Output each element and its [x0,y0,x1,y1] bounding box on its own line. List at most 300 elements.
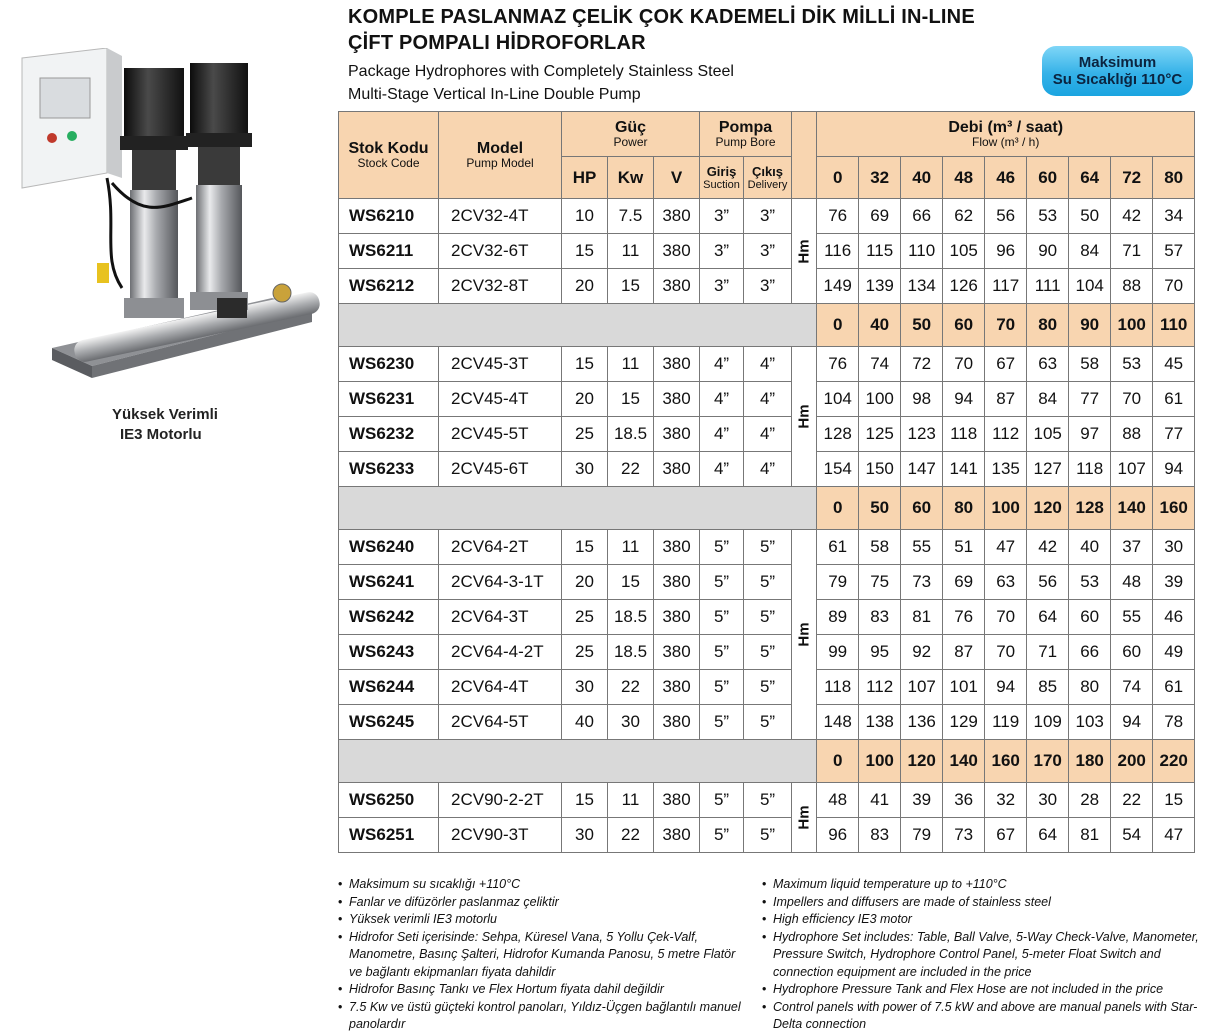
flow-value-header: 72 [1111,157,1153,199]
table-row [339,600,1195,635]
voltage-cell: 380 [654,347,700,382]
stock-code-cell: WS6250 [339,783,439,818]
kw-cell: 22 [608,818,654,853]
head-value-cell: 80 [1069,670,1111,705]
hp-cell: 30 [562,452,608,487]
group-separator [339,740,817,783]
head-value-cell: 51 [943,530,985,565]
model-cell: 2CV64-3-1T [439,565,562,600]
head-value-cell: 36 [943,783,985,818]
stock-code-cell: WS6242 [339,600,439,635]
kw-cell: 7.5 [608,199,654,234]
hp-cell: 25 [562,600,608,635]
kw-cell: 18.5 [608,417,654,452]
model-cell: 2CV45-4T [439,382,562,417]
model-cell: 2CV90-3T [439,818,562,853]
model-cell: 2CV64-5T [439,705,562,740]
voltage-cell: 380 [654,530,700,565]
stock-code-cell: WS6210 [339,199,439,234]
hm-text: Hm [795,404,813,429]
pump-spec-table [338,111,1195,853]
delivery-cell: 5” [744,818,792,853]
head-value-cell: 58 [859,530,901,565]
table-row [339,382,1195,417]
head-value-cell: 94 [943,382,985,417]
flow-value: 120 [1027,487,1069,530]
header-spacer [792,112,817,199]
head-value-cell: 81 [901,600,943,635]
page-subtitle: Package Hydrophores with Completely Stainless Steel Multi-Stage Vertical In-Line Double Pump [348,63,734,103]
table-row [339,417,1195,452]
flow-value: 70 [985,304,1027,347]
note-item: • High efficiency IE3 motor [762,911,1202,929]
hp-cell: 15 [562,530,608,565]
flow-value: 50 [859,487,901,530]
head-value-cell: 101 [943,670,985,705]
head-value-cell: 70 [943,347,985,382]
head-value-cell: 88 [1111,417,1153,452]
hp-cell: 20 [562,565,608,600]
head-value-cell: 61 [1153,382,1195,417]
model-cell: 2CV32-8T [439,269,562,304]
head-value-cell: 92 [901,635,943,670]
note-item: • 7.5 Kw ve üstü güçteki kontrol panoları, Yıldız-Üçgen bağlantılı manuel panolardır [338,999,748,1034]
hp-cell: 15 [562,783,608,818]
kw-cell: 15 [608,565,654,600]
head-value-cell: 79 [901,818,943,853]
hp-cell: 15 [562,234,608,269]
model-cell: 2CV64-4T [439,670,562,705]
table-header [339,112,1195,199]
hm-text: Hm [795,238,813,264]
stock-code-cell: WS6230 [339,347,439,382]
head-value-cell: 66 [1069,635,1111,670]
head-value-cell: 61 [817,530,859,565]
head-value-cell: 88 [1111,269,1153,304]
flow-value: 100 [1111,304,1153,347]
head-value-cell: 110 [901,234,943,269]
head-value-cell: 97 [1069,417,1111,452]
suction-cell: 4” [700,382,744,417]
head-value-cell: 84 [1069,234,1111,269]
suction-cell: 5” [700,818,744,853]
note-item: • Hydrophore Set includes: Table, Ball Valve, 5-Way Check-Valve, Manometer, Pressure Switch, Hydrophore Control Panel, 5-meter Float Switch and connection equipment are included in the price [762,929,1202,982]
stock-code-cell: WS6232 [339,417,439,452]
flow-value: 128 [1069,487,1111,530]
product-image [12,48,332,393]
kw-cell: 18.5 [608,635,654,670]
kw-cell: 11 [608,530,654,565]
suction-cell: 3” [700,269,744,304]
flow-value: 220 [1153,740,1195,783]
delivery-cell: 4” [744,452,792,487]
head-value-cell: 105 [1027,417,1069,452]
head-value-cell: 149 [817,269,859,304]
head-value-cell: 127 [1027,452,1069,487]
model-cell: 2CV32-4T [439,199,562,234]
head-value-cell: 135 [985,452,1027,487]
head-value-cell: 67 [985,818,1027,853]
head-value-cell: 94 [1153,452,1195,487]
flow-value: 40 [859,304,901,347]
head-value-cell: 48 [817,783,859,818]
head-value-cell: 90 [1027,234,1069,269]
flow-value: 60 [943,304,985,347]
pump-bore-header: Pompa Pump Bore [700,112,792,157]
voltage-cell: 380 [654,600,700,635]
flow-value: 170 [1027,740,1069,783]
model-cell: 2CV64-4-2T [439,635,562,670]
max-temperature-badge: Maksimum Su Sıcaklığı 110°C [1042,46,1193,96]
suction-cell: 5” [700,705,744,740]
head-value-cell: 39 [1153,565,1195,600]
head-value-cell: 136 [901,705,943,740]
table-row [339,269,1195,304]
head-value-cell: 77 [1153,417,1195,452]
head-value-cell: 49 [1153,635,1195,670]
hp-cell: 20 [562,269,608,304]
stock-code-cell: WS6245 [339,705,439,740]
flow-value: 50 [901,304,943,347]
flow-header: Debi (m³ / saat) Flow (m³ / h) [817,112,1195,157]
head-value-cell: 104 [1069,269,1111,304]
head-value-cell: 30 [1153,530,1195,565]
head-value-cell: 99 [817,635,859,670]
model-cell: 2CV64-3T [439,600,562,635]
head-value-cell: 118 [1069,452,1111,487]
stock-code-cell: WS6240 [339,530,439,565]
stock-code-cell: WS6251 [339,818,439,853]
hp-cell: 10 [562,199,608,234]
head-value-cell: 54 [1111,818,1153,853]
group-separator [339,304,817,347]
flow-value: 80 [943,487,985,530]
head-value-cell: 69 [943,565,985,600]
voltage-cell: 380 [654,234,700,269]
head-value-cell: 116 [817,234,859,269]
delivery-cell: 5” [744,565,792,600]
head-value-cell: 39 [901,783,943,818]
flow-value-header: 80 [1153,157,1195,199]
delivery-cell: 5” [744,670,792,705]
kw-cell: 15 [608,269,654,304]
head-value-cell: 37 [1111,530,1153,565]
head-value-cell: 15 [1153,783,1195,818]
head-value-cell: 115 [859,234,901,269]
head-value-cell: 150 [859,452,901,487]
hm-unit-label [792,530,817,740]
delivery-cell: 4” [744,417,792,452]
head-value-cell: 118 [817,670,859,705]
flow-value: 180 [1069,740,1111,783]
delivery-cell: 3” [744,269,792,304]
head-value-cell: 42 [1111,199,1153,234]
head-value-cell: 75 [859,565,901,600]
head-value-cell: 71 [1111,234,1153,269]
delivery-cell: 5” [744,783,792,818]
voltage-cell: 380 [654,199,700,234]
voltage-cell: 380 [654,670,700,705]
suction-cell: 4” [700,417,744,452]
stock-code-cell: WS6243 [339,635,439,670]
kw-cell: 11 [608,347,654,382]
head-value-cell: 73 [901,565,943,600]
head-value-cell: 76 [817,199,859,234]
kw-cell: 11 [608,234,654,269]
table-row [339,452,1195,487]
model-cell: 2CV64-2T [439,530,562,565]
table-row [339,670,1195,705]
head-value-cell: 53 [1111,347,1153,382]
voltage-cell: 380 [654,452,700,487]
delivery-header: Çıkış Delivery [744,157,792,199]
model-cell: 2CV90-2-2T [439,783,562,818]
head-value-cell: 70 [1111,382,1153,417]
flow-value: 0 [817,487,859,530]
flow-value: 160 [1153,487,1195,530]
flow-value-header: 48 [943,157,985,199]
hm-unit-label [792,199,817,304]
head-value-cell: 79 [817,565,859,600]
hm-unit-label [792,783,817,853]
suction-cell: 5” [700,530,744,565]
head-value-cell: 138 [859,705,901,740]
head-value-cell: 112 [859,670,901,705]
head-value-cell: 85 [1027,670,1069,705]
head-value-cell: 94 [985,670,1027,705]
head-value-cell: 58 [1069,347,1111,382]
model-cell: 2CV45-3T [439,347,562,382]
page-title: KOMPLE PASLANMAZ ÇELİK ÇOK KADEMELİ DİK MİLLİ IN-LINE ÇİFT POMPALI HİDROFORLAR [348,6,975,54]
volt-header: V [654,157,700,199]
head-value-cell: 56 [1027,565,1069,600]
head-value-cell: 30 [1027,783,1069,818]
stock-code-cell: WS6241 [339,565,439,600]
suction-header: Giriş Suction [700,157,744,199]
suction-cell: 4” [700,347,744,382]
delivery-cell: 4” [744,382,792,417]
hm-unit-label [792,347,817,487]
flow-value: 0 [817,740,859,783]
head-value-cell: 84 [1027,382,1069,417]
table-row [339,783,1195,818]
table-row [339,234,1195,269]
flow-value: 140 [943,740,985,783]
head-value-cell: 76 [943,600,985,635]
head-value-cell: 74 [859,347,901,382]
head-value-cell: 34 [1153,199,1195,234]
head-value-cell: 74 [1111,670,1153,705]
head-value-cell: 128 [817,417,859,452]
flow-value-header: 46 [985,157,1027,199]
stock-code-cell: WS6231 [339,382,439,417]
hp-cell: 25 [562,635,608,670]
table-row [339,565,1195,600]
head-value-cell: 118 [943,417,985,452]
suction-cell: 5” [700,600,744,635]
hm-text: Hm [795,805,813,830]
kw-cell: 30 [608,705,654,740]
head-value-cell: 70 [1153,269,1195,304]
delivery-cell: 5” [744,705,792,740]
head-value-cell: 32 [985,783,1027,818]
head-value-cell: 147 [901,452,943,487]
head-value-cell: 77 [1069,382,1111,417]
suction-cell: 4” [700,452,744,487]
head-value-cell: 71 [1027,635,1069,670]
head-value-cell: 60 [1111,635,1153,670]
kw-cell: 22 [608,452,654,487]
kw-cell: 11 [608,783,654,818]
suction-cell: 3” [700,234,744,269]
voltage-cell: 380 [654,565,700,600]
suction-cell: 5” [700,783,744,818]
head-value-cell: 100 [859,382,901,417]
head-value-cell: 55 [1111,600,1153,635]
head-value-cell: 123 [901,417,943,452]
model-cell: 2CV45-5T [439,417,562,452]
head-value-cell: 81 [1069,818,1111,853]
table-row [339,199,1195,234]
head-value-cell: 76 [817,347,859,382]
delivery-cell: 5” [744,600,792,635]
head-value-cell: 53 [1069,565,1111,600]
head-value-cell: 107 [901,670,943,705]
head-value-cell: 41 [859,783,901,818]
flow-value: 120 [901,740,943,783]
model-cell: 2CV45-6T [439,452,562,487]
head-value-cell: 125 [859,417,901,452]
head-value-cell: 67 [985,347,1027,382]
head-value-cell: 109 [1027,705,1069,740]
stock-code-cell: WS6233 [339,452,439,487]
hp-cell: 30 [562,818,608,853]
head-value-cell: 48 [1111,565,1153,600]
stock-code-cell: WS6211 [339,234,439,269]
head-value-cell: 89 [817,600,859,635]
voltage-cell: 380 [654,382,700,417]
suction-cell: 3” [700,199,744,234]
head-value-cell: 66 [901,199,943,234]
head-value-cell: 70 [985,600,1027,635]
group-separator [339,487,817,530]
head-value-cell: 154 [817,452,859,487]
flow-value-header: 0 [817,157,859,199]
flow-value: 0 [817,304,859,347]
voltage-cell: 380 [654,269,700,304]
delivery-cell: 3” [744,199,792,234]
head-value-cell: 40 [1069,530,1111,565]
flow-value-header: 40 [901,157,943,199]
notes-english [762,876,1202,1034]
note-item: • Yüksek verimli IE3 motorlu [338,911,748,929]
kw-cell: 15 [608,382,654,417]
flow-value: 110 [1153,304,1195,347]
head-value-cell: 22 [1111,783,1153,818]
table-row [339,818,1195,853]
head-value-cell: 62 [943,199,985,234]
head-value-cell: 64 [1027,600,1069,635]
table-row [339,635,1195,670]
flow-value: 140 [1111,487,1153,530]
head-value-cell: 129 [943,705,985,740]
head-value-cell: 96 [817,818,859,853]
head-value-cell: 70 [985,635,1027,670]
head-value-cell: 134 [901,269,943,304]
flow-group-row [339,740,1195,783]
hp-cell: 40 [562,705,608,740]
stock-code-cell: WS6212 [339,269,439,304]
stock-code-header: Stok Kodu Stock Code [339,112,439,199]
head-value-cell: 42 [1027,530,1069,565]
flow-group-row [339,304,1195,347]
delivery-cell: 5” [744,530,792,565]
head-value-cell: 63 [985,565,1027,600]
kw-cell: 18.5 [608,600,654,635]
head-value-cell: 112 [985,417,1027,452]
power-header: Güç Power [562,112,700,157]
head-value-cell: 55 [901,530,943,565]
flow-value: 80 [1027,304,1069,347]
head-value-cell: 95 [859,635,901,670]
head-value-cell: 98 [901,382,943,417]
note-item: • Hidrofor Basınç Tankı ve Flex Hortum fiyata dahil değildir [338,981,748,999]
head-value-cell: 117 [985,269,1027,304]
head-value-cell: 47 [1153,818,1195,853]
voltage-cell: 380 [654,783,700,818]
note-item: • Control panels with power of 7.5 kW and above are manual panels with Star-Delta connection [762,999,1202,1034]
hp-header: HP [562,157,608,199]
head-value-cell: 148 [817,705,859,740]
head-value-cell: 119 [985,705,1027,740]
head-value-cell: 73 [943,818,985,853]
note-item: • Impellers and diffusers are made of stainless steel [762,894,1202,912]
flow-value: 60 [901,487,943,530]
hp-cell: 20 [562,382,608,417]
head-value-cell: 141 [943,452,985,487]
hm-text: Hm [795,622,813,647]
kw-header: Kw [608,157,654,199]
flow-value-header: 64 [1069,157,1111,199]
flow-group-row [339,487,1195,530]
head-value-cell: 96 [985,234,1027,269]
suction-cell: 5” [700,565,744,600]
head-value-cell: 69 [859,199,901,234]
head-value-cell: 61 [1153,670,1195,705]
head-value-cell: 60 [1069,600,1111,635]
hp-cell: 25 [562,417,608,452]
motor-caption: Yüksek Verimli IE3 Motorlu [112,406,218,443]
head-value-cell: 87 [985,382,1027,417]
flow-value-header: 32 [859,157,901,199]
head-value-cell: 87 [943,635,985,670]
head-value-cell: 72 [901,347,943,382]
note-item: • Maksimum su sıcaklığı +110°C [338,876,748,894]
head-value-cell: 53 [1027,199,1069,234]
head-value-cell: 28 [1069,783,1111,818]
head-value-cell: 111 [1027,269,1069,304]
head-value-cell: 105 [943,234,985,269]
table-body [339,199,1195,853]
head-value-cell: 107 [1111,452,1153,487]
head-value-cell: 83 [859,818,901,853]
voltage-cell: 380 [654,417,700,452]
note-item: • Fanlar ve difüzörler paslanmaz çeliktir [338,894,748,912]
head-value-cell: 56 [985,199,1027,234]
head-value-cell: 94 [1111,705,1153,740]
model-header: Model Pump Model [439,112,562,199]
voltage-cell: 380 [654,818,700,853]
